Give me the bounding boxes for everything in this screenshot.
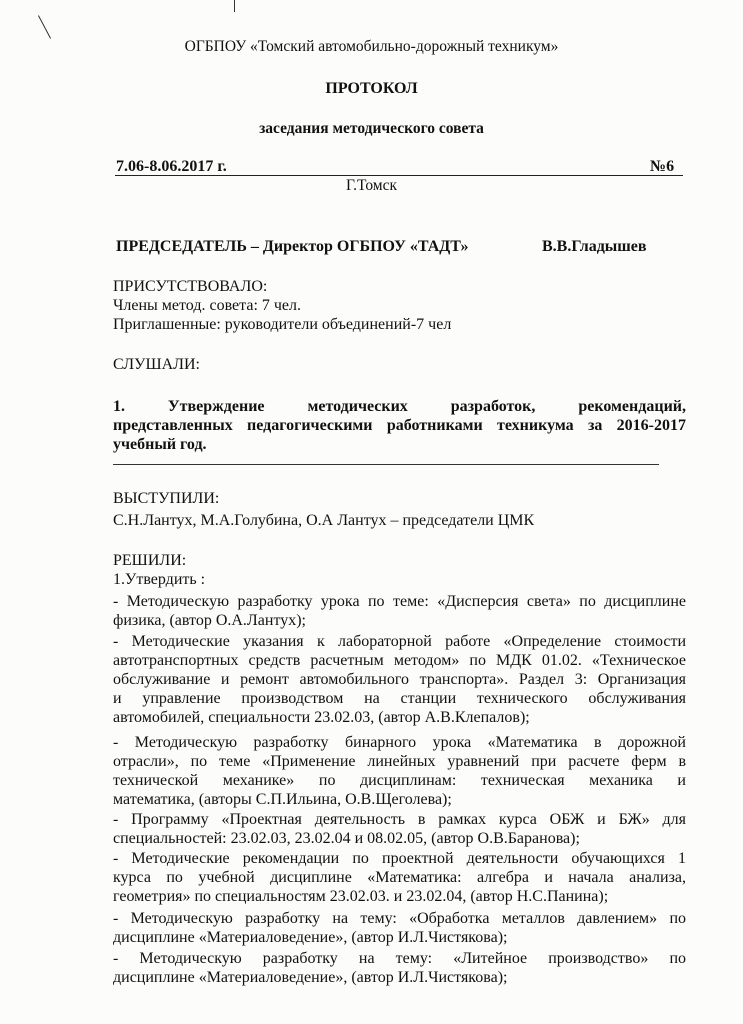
separator-line [113, 464, 659, 465]
decision-line: - Методическую разработку на тему: «Обработка металлов давлением» по [113, 910, 686, 927]
decision-line: автотранспортных средств расчетным методом» по МДК 01.02. «Техническое [113, 652, 686, 669]
decided-heading: РЕШИЛИ: [113, 552, 187, 569]
chair-label: ПРЕДСЕДАТЕЛЬ – Директор ОГБПОУ «ТАДТ» [116, 238, 469, 255]
decision-line: автомобилей, специальности 23.02.03, (автор А.В.Клепалов); [113, 709, 530, 726]
decision-line: дисциплине «Материаловедение», (автор И.Л.Чистякова); [113, 969, 508, 986]
heard-heading: СЛУШАЛИ: [113, 356, 200, 373]
present-invited: Приглашенные: руководители объединений-7 чел [113, 316, 452, 333]
scan-mark [38, 15, 51, 38]
decision-line: технической механике» по дисциплинам: техническая механика и [113, 772, 686, 789]
decision-line: - Методическую разработку на тему: «Литейное производство» по [113, 950, 686, 967]
decision-line: обслуживание и ремонт автомобильного транспорта». Раздел 3: Организация [113, 671, 686, 688]
date-underline [115, 175, 683, 176]
document-title: ПРОТОКОЛ [325, 80, 418, 97]
decision-line: - Методические указания к лабораторной работе «Определение стоимости [113, 633, 686, 650]
decision-line: - Методическую разработку урока по теме: «Дисперсия света» по дисциплине [113, 593, 686, 610]
decision-line: математика, (авторы С.П.Ильина, О.В.Щеголева); [113, 791, 452, 808]
city: Г.Томск [345, 177, 398, 194]
decision-line: дисциплине «Материаловедение», (автор И.Л.Чистякова); [113, 929, 508, 946]
meeting-date: 7.06-8.06.2017 г. [116, 158, 227, 175]
agenda-item-line: учебный год. [113, 436, 207, 453]
scan-mark [234, 0, 235, 12]
chair-name: В.В.Гладышев [542, 238, 647, 255]
present-members: Члены метод. совета: 7 чел. [113, 297, 302, 314]
decision-line: - Программу «Проектная деятельность в рамках курса ОБЖ и БЖ» для [113, 811, 686, 828]
decision-line: - Методические рекомендации по проектной деятельности обучающихся 1 [113, 850, 686, 867]
decision-line: отрасли», по теме «Применение линейных уравнений при расчете ферм в [113, 753, 686, 770]
decision-line: специальностей: 23.02.03, 23.02.04 и 08.02.05, (автор О.В.Баранова); [113, 830, 580, 847]
decision-line: физика, (автор О.А.Лантух); [113, 612, 306, 629]
agenda-item-line: представленных педагогическими работниками техникума за 2016-2017 [113, 417, 686, 434]
decision-line: и управление производством на станции технического обслуживания [113, 690, 686, 707]
approve-line: 1.Утвердить : [113, 571, 206, 588]
present-heading: ПРИСУТСТВОВАЛО: [113, 278, 268, 295]
organization-name: ОГБПОУ «Томский автомобильно-дорожный техникум» [184, 38, 559, 55]
decision-line: - Методическую разработку бинарного урока «Математика в дорожной [113, 734, 686, 751]
spoke-heading: ВЫСТУПИЛИ: [113, 490, 220, 507]
document-subtitle: заседания методического совета [259, 120, 484, 137]
decision-line: геометрия» по специальностям 23.02.03. и 23.02.04, (автор Н.С.Панина); [113, 888, 609, 905]
agenda-item-line: 1. Утверждение методических разработок, рекомендаций, [113, 398, 686, 415]
protocol-number: №6 [650, 158, 675, 175]
spoke-names: С.Н.Лантух, М.А.Голубина, О.А Лантух – председатели ЦМК [113, 512, 535, 529]
decision-line: курса по учебной дисциплине «Математика: алгебра и начала анализа, [113, 869, 686, 886]
